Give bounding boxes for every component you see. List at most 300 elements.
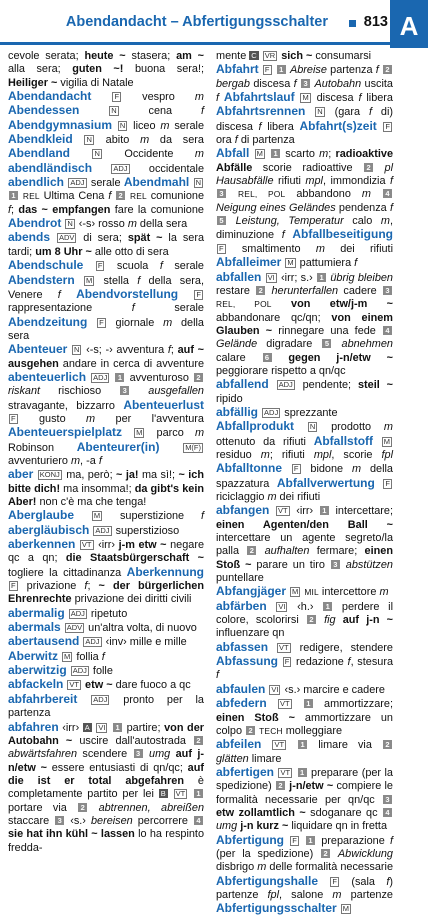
dictionary-entry (216, 641, 393, 683)
headword: abergläubisch (8, 522, 90, 537)
headword: aberwitzig (8, 663, 67, 678)
pos-label: F (97, 261, 103, 271)
phrase: sich ~ (281, 50, 313, 62)
italic-gloss: m (194, 427, 205, 440)
headword: Abfahrtslauf (223, 90, 295, 105)
entry-text: superstizioso (112, 524, 180, 537)
pos-label: VI (271, 684, 279, 694)
entry-text (286, 586, 289, 598)
entry-text (61, 622, 64, 634)
entry-text: pendenza (335, 201, 390, 214)
pos-label: ADJ (70, 178, 85, 188)
pos-label: N (94, 149, 100, 159)
entry-text: uscire dall'autostrada (72, 734, 194, 747)
entry-text (67, 344, 71, 356)
italic-gloss: m (194, 91, 204, 104)
entry-text (295, 92, 300, 104)
entry-text: scorie radioattive (252, 161, 364, 174)
entry-text (86, 372, 90, 384)
entry-text (267, 698, 277, 710)
entry-text (111, 190, 115, 202)
entry-text: ‹irr› (58, 721, 83, 734)
entry-text (273, 64, 276, 76)
section-letter: A (84, 722, 90, 732)
entry-text (64, 177, 67, 189)
sense-number: 1 (115, 373, 124, 382)
entry-text (75, 539, 79, 551)
italic-gloss: f (57, 288, 61, 301)
entry-text: percorrere (132, 814, 194, 827)
section-letter: B (160, 789, 166, 799)
entry-text: prodotto (318, 421, 384, 434)
italic-gloss: Neigung eines Geländes (216, 201, 336, 214)
entry-text (159, 442, 182, 454)
italic-gloss: mpl (305, 175, 323, 188)
entry-text (258, 407, 261, 419)
pos-label: F (385, 478, 390, 488)
sense-number: 1 (277, 65, 286, 74)
headword: Abendkleid (8, 132, 73, 147)
entry-text (274, 767, 277, 779)
dictionary-entry (216, 147, 393, 270)
entry-text (50, 232, 56, 244)
entry-text: , -a (80, 454, 99, 467)
headword: Abfahrt(s)zeit (299, 118, 377, 133)
headword: Abfahrt (216, 62, 259, 77)
entry-text: , diminuzione (216, 215, 393, 242)
sense-number: 3 (331, 560, 340, 569)
entry-text (227, 188, 238, 200)
italic-gloss: f (389, 175, 394, 188)
phrase: ~ ja! (116, 469, 139, 482)
italic-gloss: m (260, 448, 270, 461)
phrase: guten ~! (72, 63, 124, 76)
header-separator-square (349, 20, 356, 27)
entry-text: compiere le formalità necessarie per qn/qc (216, 780, 393, 806)
entry-text (259, 50, 262, 62)
entry-text: ammortizzare; (313, 698, 394, 711)
entry-text (178, 289, 193, 301)
entry-text: togliere la cittadinanza (8, 566, 127, 579)
headword: Abendland (8, 146, 70, 161)
sense-number: 3 (55, 816, 64, 825)
phrase: auf j-n ~ (342, 614, 393, 627)
entry-text: pronto per la partenza (8, 693, 204, 720)
phrase: am ~ (176, 50, 204, 62)
entry-text (122, 427, 133, 439)
dictionary-entry (216, 406, 393, 420)
entry-text (317, 614, 324, 626)
entry-text: libera (261, 120, 300, 133)
entry-text: consumarsi (312, 50, 372, 62)
headword: Aberkennung (126, 564, 204, 579)
dictionary-entry (8, 721, 204, 855)
sense-number: 1 (9, 191, 18, 200)
italic-gloss: fpl (267, 888, 280, 901)
entry-text (272, 298, 291, 310)
entry-text (188, 788, 193, 800)
entry-text: staccare (8, 814, 55, 827)
headword: aberkennen (8, 537, 76, 552)
dictionary-entry (216, 271, 393, 379)
entry-text: digradare (257, 338, 322, 351)
entry-text: preparare (per la spedizione) (216, 766, 393, 793)
entry-text (249, 148, 253, 160)
entry-text (265, 684, 268, 696)
entry-text: vigilia di Natale (57, 76, 134, 89)
entry-text (87, 317, 96, 329)
phrase: von der Autobahn ~ (8, 721, 204, 747)
entry-text: cadere (338, 284, 382, 297)
italic-gloss: fig (324, 614, 336, 627)
entry-text (168, 788, 173, 800)
dictionary-entry (8, 607, 204, 621)
italic-gloss: f (389, 834, 393, 847)
pos-label: M (383, 436, 391, 446)
italic-gloss: m (383, 421, 393, 434)
phrase: j-n kurz ~ (240, 820, 289, 833)
sense-number: 2 (78, 803, 87, 812)
entry-text: , immondizia (322, 175, 390, 188)
headword: Abenteuerspielplatz (8, 425, 123, 440)
italic-gloss: übrig bleiben (330, 271, 393, 284)
entry-text: Robinson (8, 441, 77, 454)
entry-text: sprezzante (281, 406, 338, 419)
phrase: heute ~ (84, 50, 126, 62)
entry-text (92, 722, 96, 734)
italic-gloss: f (347, 656, 351, 669)
sense-number: 2 (276, 781, 285, 790)
entry-text: mente (216, 50, 250, 62)
entry-text (278, 656, 282, 668)
sense-number: 1 (194, 789, 203, 798)
entry-text: ; (87, 580, 99, 593)
dictionary-entry (8, 50, 204, 90)
entry-text: ‹-s› rosso (75, 218, 128, 231)
entry-text: ‹s.› (65, 814, 91, 827)
headword: Abendschule (8, 258, 84, 273)
entry-text: negare qc a qn; (8, 539, 204, 565)
domain-label: MIL (304, 587, 319, 598)
phrase: Heiliger ~ (8, 76, 58, 89)
pos-label: F (284, 657, 290, 667)
headword: Abfallbeseitigung (292, 227, 393, 242)
pos-label: VT (69, 680, 79, 690)
italic-gloss: f (293, 77, 297, 90)
headword: abfassen (216, 639, 269, 654)
headword: Abfertigung (216, 832, 284, 847)
entry-text: avventuriero (8, 454, 71, 467)
entry-text: stella (95, 274, 138, 287)
entry-text: serale (169, 119, 204, 132)
entry-text: (sala (339, 875, 387, 888)
italic-gloss: f (368, 106, 372, 119)
sense-number: 5 (322, 339, 331, 348)
entry-text: intercettore (318, 586, 380, 599)
entry-text: ripetuto (87, 607, 128, 620)
italic-gloss: abtrennen, abreißen (98, 801, 204, 814)
pos-label: N (119, 120, 126, 130)
entry-text: calare (216, 351, 262, 364)
pos-label: M (64, 651, 71, 661)
dictionary-entry (216, 766, 393, 834)
entry-text: ma, però; (62, 469, 117, 482)
phrase: ~ ich bitte dich! (8, 469, 204, 495)
entry-text: delle formalità necessarie (266, 861, 394, 874)
entry-text: disbrigo (216, 861, 258, 874)
entry-text: ‹-s; -› avventura (82, 344, 168, 357)
entry-text (284, 835, 289, 847)
headword: Abendmahl (123, 175, 190, 190)
entry-text: discesa (311, 92, 359, 105)
entry-text: rappresentazione (8, 302, 132, 315)
entry-text: da sera (149, 134, 204, 147)
headword: abfallend (216, 377, 269, 392)
dictionary-entry (216, 63, 393, 147)
headword: abfärben (216, 598, 267, 613)
italic-gloss: m (140, 134, 150, 147)
entry-text: partenza (326, 64, 376, 77)
headword: abfertigen (216, 764, 275, 779)
italic-gloss: bereisen (90, 814, 133, 827)
headword: Abendessen (8, 103, 80, 118)
italic-gloss: Hausabfälle (216, 175, 274, 188)
entry-text: ‹irr; s.› (277, 271, 317, 284)
entry-text (227, 215, 236, 227)
italic-gloss: f (108, 190, 112, 203)
entry-text (267, 601, 276, 613)
headword: Abfallstoff (313, 433, 374, 448)
entry-text (70, 148, 91, 160)
headword: Abendstern (8, 272, 75, 287)
entry-text: della spazzatura (216, 463, 393, 490)
italic-gloss: m (361, 188, 371, 201)
entry-text: alle otto di sera (91, 245, 169, 258)
pos-label: VT (175, 789, 186, 799)
entry-text: liceo (128, 119, 161, 132)
italic-gloss: f (354, 257, 358, 270)
phrase: von einem Glauben ~ (216, 311, 393, 337)
entry-text: di sera; (77, 232, 128, 245)
entry-text (112, 120, 117, 132)
entry-text (331, 848, 338, 860)
sense-number: 2 (194, 736, 203, 745)
pos-label: ADJ (93, 372, 108, 382)
pos-label: VT (280, 767, 291, 777)
entry-text: , stesura (350, 656, 394, 669)
entry-text (268, 642, 276, 654)
phrase: auf die ist er total abgefahren (8, 761, 204, 787)
entry-text (373, 436, 381, 448)
entry-text: di) discesa (216, 106, 393, 133)
entry-text: , scorie (331, 448, 382, 461)
headword: Abenteuer (8, 342, 68, 357)
entry-text: limare via (308, 739, 382, 752)
headword: Abfallverwertung (276, 475, 375, 490)
entry-text: peggiorare rispetto a qn/qc (216, 364, 346, 377)
italic-gloss: glätten (216, 752, 249, 765)
phrase: auf ~ ausgehen (8, 344, 204, 370)
italic-gloss: f (258, 120, 262, 133)
entry-text: della sera, Venere (8, 274, 205, 301)
dictionary-entry (8, 259, 204, 343)
entry-text (189, 177, 192, 189)
dictionary-entry (216, 600, 393, 641)
headword: abendländisch (8, 160, 93, 175)
headword: abfaulen (216, 681, 266, 696)
italic-gloss: f (159, 260, 163, 273)
italic-gloss: f (101, 650, 105, 663)
entry-text: ottenuto da rifiuti (216, 435, 314, 448)
headword: abfedern (216, 696, 267, 711)
dictionary-entry (8, 650, 204, 664)
entry-text (281, 257, 284, 269)
headword: Abendgymnasium (8, 117, 113, 132)
italic-gloss: riskant (8, 385, 41, 398)
pos-label: F (264, 65, 270, 75)
pos-label: M (256, 149, 263, 159)
section-letter: C (251, 51, 257, 60)
entry-text (273, 352, 289, 364)
entry-text (65, 608, 68, 620)
italic-gloss: f (386, 875, 390, 888)
phrase: von etw/j-m ~ (291, 298, 394, 311)
sense-number: 2 (383, 740, 392, 749)
headword: Abendzeitung (8, 314, 88, 329)
phrase: gegen j-n/etw ~ (288, 351, 393, 364)
pos-label: M (342, 904, 349, 914)
entry-text: (gara (325, 106, 369, 119)
headword: abfallen (216, 269, 262, 284)
sense-number: 3 (120, 386, 129, 395)
pos-label: ADJ (93, 694, 108, 704)
headword: abfällig (216, 404, 259, 419)
entry-text (332, 338, 341, 350)
italic-gloss: abwärtsfahren (8, 748, 78, 761)
pos-label: N (67, 219, 73, 229)
entry-text: parare un tiro (251, 558, 330, 571)
pos-label: ADV (66, 623, 83, 633)
sense-number: 2 (194, 373, 203, 382)
entry-text: rifiuti (273, 175, 306, 188)
headword: Abfertigungshalle (216, 873, 319, 888)
pos-label: VT (274, 740, 285, 750)
entry-text: stravagante, bizzarro (8, 399, 124, 412)
dictionary-entry (8, 468, 204, 509)
phrase: j-m etw ~ (118, 539, 167, 552)
sense-number: 3 (383, 795, 392, 804)
italic-gloss: f (98, 454, 102, 467)
entry-text (297, 78, 300, 90)
pos-label: F (11, 413, 16, 423)
phrase: radioaktive Abfälle (216, 148, 394, 174)
pos-label: N (86, 135, 92, 145)
entry-text: ‹h.› (288, 600, 323, 613)
entry-text: serale (87, 177, 124, 190)
sense-number: 2 (247, 546, 256, 555)
sense-number: 3 (217, 189, 226, 198)
entry-text: liquidare qn in fretta (288, 820, 388, 833)
italic-gloss: ausgefallen (148, 385, 204, 398)
dictionary-entry (8, 90, 204, 231)
sense-number: 1 (113, 723, 122, 732)
entry-text: (per la spedizione) (216, 847, 321, 860)
dictionary-entry (8, 693, 204, 721)
pos-label: VT (279, 699, 290, 709)
entry-text (261, 739, 271, 751)
phrase: die Staatsbürgerschaft ~ (65, 552, 205, 565)
entry-text: ) partenze (216, 875, 393, 901)
italic-gloss: umg (216, 820, 238, 833)
entry-text: ‹irr› (94, 539, 119, 552)
entry-text: ; (11, 203, 19, 216)
entry-text (257, 545, 264, 557)
entry-text: scarto (281, 148, 320, 161)
entry-text (77, 694, 90, 706)
pos-label: F (385, 121, 391, 131)
entry-text (294, 421, 307, 433)
entry-text: ‹irr› (290, 505, 319, 518)
entry-text (293, 767, 296, 779)
entry-text (300, 835, 305, 847)
entry-text (83, 260, 94, 272)
phrase: um 8 Uhr ~ (35, 245, 92, 258)
entry-text (293, 698, 303, 710)
entry-text: scuola (105, 260, 160, 273)
entry-text (375, 478, 383, 490)
dictionary-entry (216, 585, 393, 599)
right-column (216, 50, 394, 916)
entry-text (379, 64, 382, 76)
entry-text (89, 525, 92, 537)
headword: Aberglaube (8, 508, 75, 523)
sense-number: 2 (364, 163, 373, 172)
entry-text: redazione (292, 656, 348, 669)
italic-gloss: umg (149, 748, 171, 761)
italic-gloss: f (167, 344, 171, 357)
entry-text (374, 162, 384, 174)
entry-text: essere entusiasti di qn/qc; (46, 761, 188, 774)
entry-text: portare via (8, 801, 78, 814)
entry-text: intercettare un agente segreto/la palla (216, 532, 393, 558)
italic-gloss: m (380, 215, 390, 228)
entry-text: pattumiera (296, 257, 355, 270)
entry-text: privazione (18, 580, 85, 593)
entry-text: scendere (77, 748, 133, 761)
headword: Abfangjäger (216, 584, 287, 599)
pos-label: F (196, 289, 201, 299)
letter-thumb-tab: A (390, 0, 428, 48)
entry-text: superstizione (103, 510, 201, 523)
sense-number: 1 (298, 768, 307, 777)
pos-label: M (136, 428, 143, 438)
entry-text (63, 679, 66, 691)
sense-number: 2 (307, 615, 316, 624)
italic-gloss: m (86, 412, 96, 425)
pos-label: N (309, 422, 316, 432)
italic-gloss: f (216, 92, 220, 105)
entry-text: parco (145, 427, 195, 440)
phrase: ~ der bürgerlichen Ehrenrechte (8, 580, 204, 606)
sense-number: 1 (298, 740, 307, 749)
sense-number: 1 (320, 506, 329, 515)
entry-text (91, 91, 111, 103)
entry-text (74, 510, 91, 522)
italic-gloss: Leistung, Temperatur (235, 215, 344, 228)
pos-label: F (114, 92, 120, 102)
headword: Abendvorstellung (76, 286, 179, 301)
pos-label: ADJ (85, 637, 100, 647)
